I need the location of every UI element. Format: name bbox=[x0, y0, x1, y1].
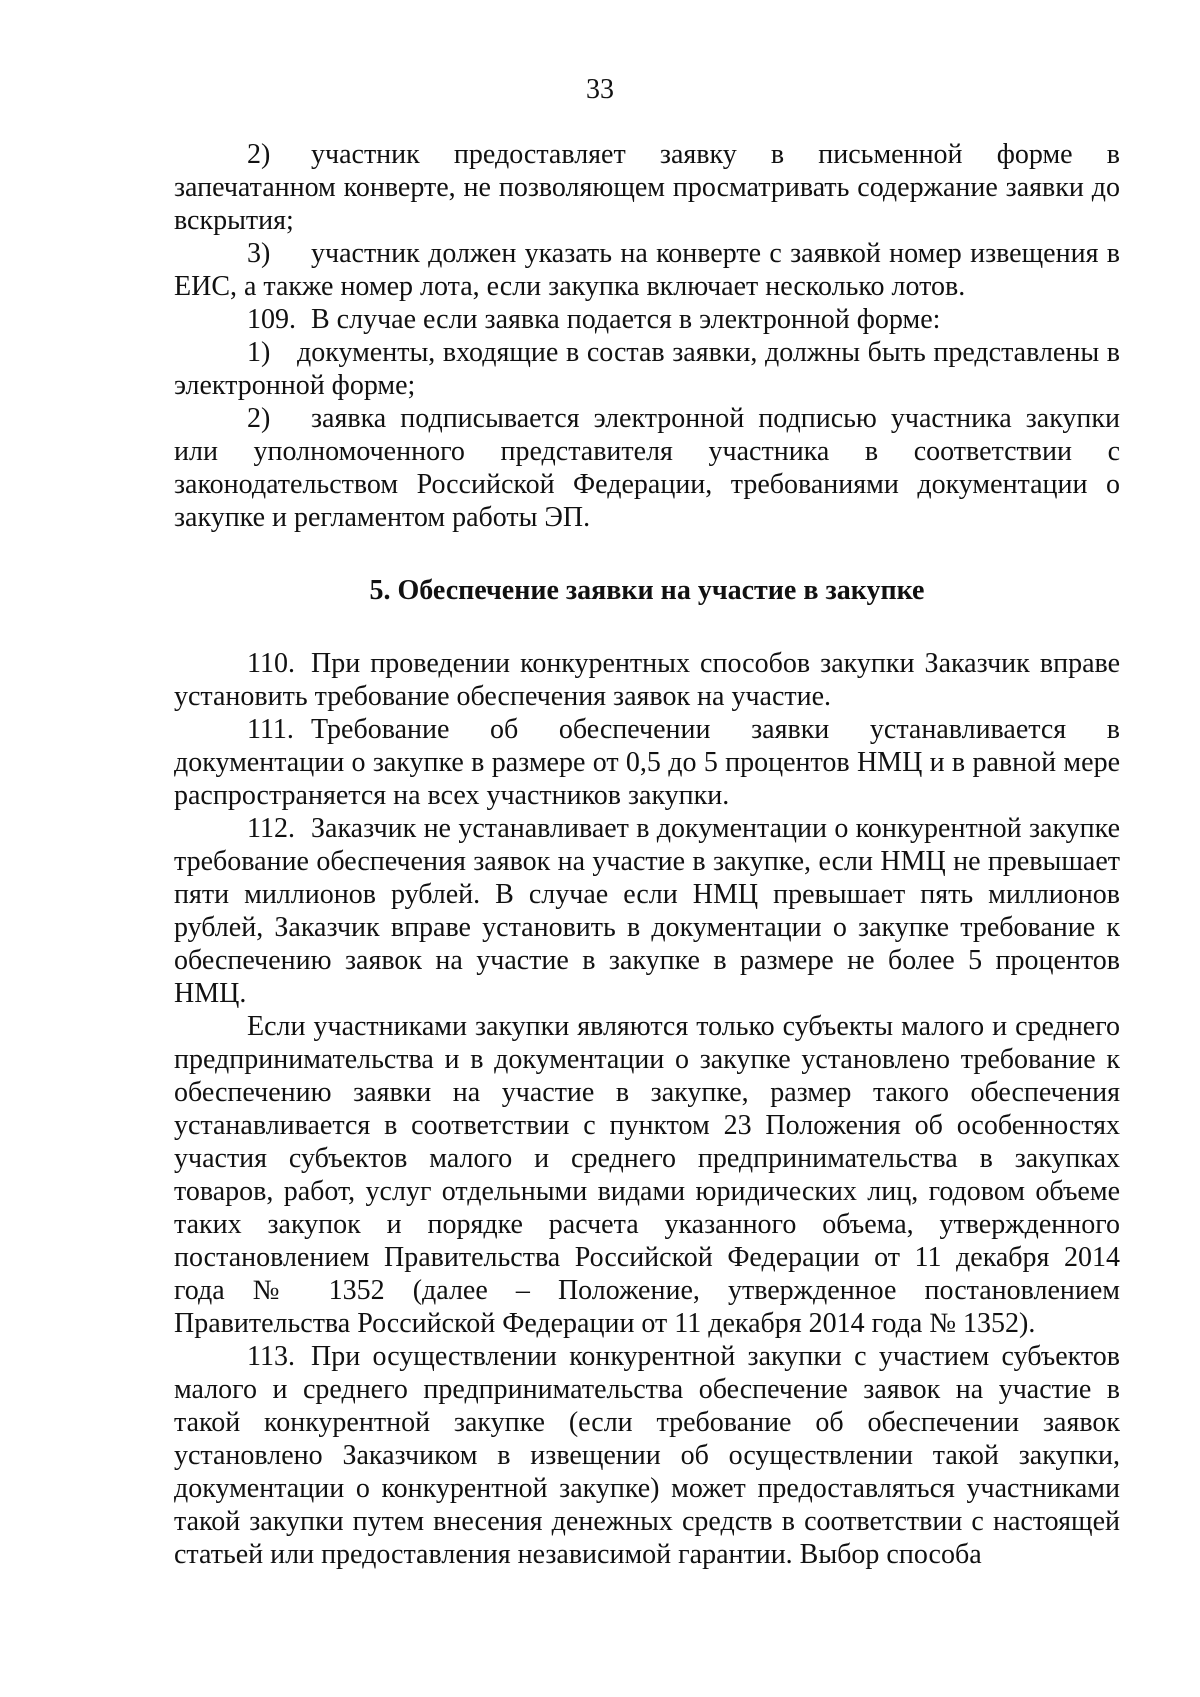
clause-111 bbox=[174, 713, 1120, 812]
item-number: 2) bbox=[247, 403, 271, 434]
item-text: участник предоставляет заявку в письменной форме в запечатанном конверте, не позволяющем просматривать содержание заявки до вскрытия; bbox=[174, 139, 1120, 236]
section-heading: 5. Обеспечение заявки на участие в закупке bbox=[369, 575, 925, 606]
clause-109 bbox=[174, 303, 1120, 336]
clause-110 bbox=[174, 647, 1120, 713]
clause-number: 111. bbox=[247, 714, 294, 745]
clause-number: 109. bbox=[247, 304, 296, 335]
document-body bbox=[174, 138, 1120, 1571]
clause-text: В случае если заявка подается в электронной форме: bbox=[311, 304, 941, 335]
clause-number: 113. bbox=[247, 1341, 295, 1372]
clause-112-continuation bbox=[174, 1010, 1120, 1340]
clause-text: Требование об обеспечении заявки устанавливается в документации о закупке в размере от 0,5 до 5 процентов НМЦ и в равной мере распространяется на всех участников закупки. bbox=[174, 714, 1120, 811]
clause-text: Если участниками закупки являются только субъекты малого и среднего предпринимательства и в документации о закупке установлено требование к обеспечению заявки на участие в закупке, размер такого обеспечения устанавливается в соответствии с пунктом 23 Положения об особенностях участия субъектов малого и среднего предпринимательства в закупках товаров, работ, услуг отдельными видами юридических лиц, годовом объеме таких закупок и порядке расчета указанного объема, утвержденного постановлением Правительства Российской Федерации от 11 декабря 2014 года № 1352 (далее – Положение, утвержденное постановлением Правительства Российской Федерации от 11 декабря 2014 года № 1352). bbox=[174, 1011, 1120, 1339]
item-text: участник должен указать на конверте с заявкой номер извещения в ЕИС, а также номер лота, если закупка включает несколько лотов. bbox=[174, 238, 1120, 302]
clause-text: При осуществлении конкурентной закупки с участием субъектов малого и среднего предпринимательства обеспечение заявок на участие в такой конкурентной закупке (если требование об обеспечении заявок установлено Заказчиком в извещении об осуществлении такой закупки, документации о конкурентной закупке) может предоставляться участниками такой закупки путем внесения денежных средств в соответствии с настоящей статьей или предоставления независимой гарантии. Выбор способа bbox=[174, 1341, 1120, 1570]
list-item-3-envelope bbox=[174, 237, 1120, 303]
clause-text: Заказчик не устанавливает в документации о конкурентной закупке требование обеспечения заявок на участие в закупке, если НМЦ не превышает пяти миллионов рублей. В случае если НМЦ превышает пять миллионов рублей, Заказчик вправе установить в документации о закупке требование к обеспечению заявок на участие в закупке в размере не более 5 процентов НМЦ. bbox=[174, 813, 1120, 1009]
item-number: 3) bbox=[247, 238, 271, 269]
item-number: 2) bbox=[247, 139, 271, 170]
clause-113 bbox=[174, 1340, 1120, 1571]
item-text: документы, входящие в состав заявки, должны быть представлены в электронной форме; bbox=[174, 337, 1120, 401]
clause-text: При проведении конкурентных способов закупки Заказчик вправе установить требование обеспечения заявок на участие. bbox=[174, 648, 1120, 712]
list-item-2-signature bbox=[174, 402, 1120, 534]
list-item-1-documents bbox=[174, 336, 1120, 402]
clause-number: 110. bbox=[247, 648, 295, 679]
list-item-2-written bbox=[174, 138, 1120, 237]
clause-number: 112. bbox=[247, 813, 295, 844]
clause-112 bbox=[174, 812, 1120, 1010]
item-text: заявка подписывается электронной подписью участника закупки или уполномоченного представителя участника в соответствии с законодательством Российской Федерации, требованиями документации о закупке и регламентом работы ЭП. bbox=[174, 403, 1120, 533]
page-number: 33 bbox=[586, 74, 614, 105]
item-number: 1) bbox=[247, 337, 271, 368]
